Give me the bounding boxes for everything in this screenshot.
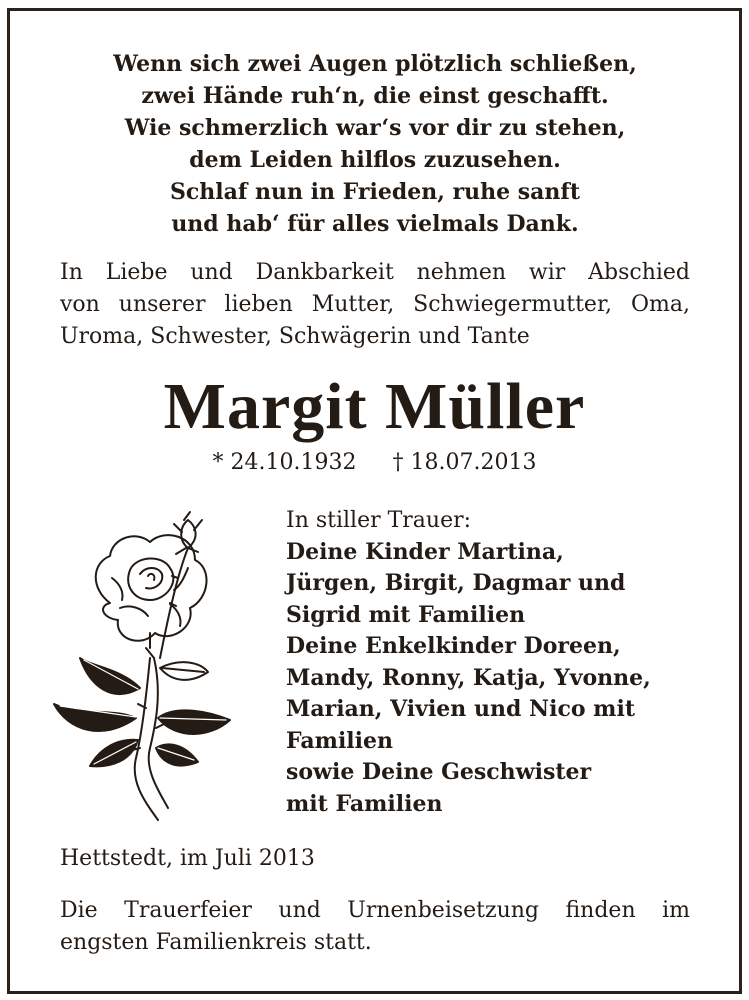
mourner-line: Deine Kinder Martina, (286, 538, 564, 565)
poem-line: zwei Hände ruh‘n, die einst geschafft. (141, 83, 609, 109)
poem-line: und hab‘ für alles vielmals Dank. (171, 211, 579, 237)
poem-line: Wie schmerzlich war‘s vor dir zu stehen, (124, 115, 626, 141)
mourner-line: Deine Enkelkinder Doreen, (286, 633, 621, 659)
poem-line: dem Leiden hilflos zuzusehen. (189, 147, 561, 173)
mourner-line: mit Familien (286, 790, 443, 817)
mourner-line: Marian, Vivien und Nico mit (286, 696, 635, 722)
birth-date: * 24.10.1932 (212, 450, 357, 475)
intro-line: In Liebe und Dankbarkeit nehmen wir Abschied (60, 260, 690, 285)
mourner-line: Mandy, Ronny, Katja, Yvonne, (286, 664, 651, 691)
mourner-line: Sigrid mit Familien (286, 601, 526, 628)
poem (60, 48, 690, 240)
poem-line: Wenn sich zwei Augen plötzlich schließen, (113, 51, 637, 77)
place-date: Hettstedt, im Juli 2013 (60, 846, 315, 871)
note-line: Die Trauerfeier und Urnenbeisetzung finden im (60, 898, 690, 923)
mourners-block (286, 505, 651, 820)
mourner-line: Jürgen, Birgit, Dagmar und (286, 570, 626, 596)
funeral-note (60, 895, 690, 959)
poem-line: Schlaf nun in Frieden, ruhe sanft (169, 179, 581, 205)
mourner-line: sowie Deine Geschwister (286, 759, 592, 785)
deceased-name: Margit Müller (163, 370, 586, 443)
death-date: † 18.07.2013 (392, 450, 537, 475)
intro-line: von unserer lieben Mutter, Schwiegermutter, Oma, (60, 292, 690, 317)
mourner-line: Familien (286, 727, 394, 754)
rose-icon (50, 508, 250, 828)
note-line: engsten Familienkreis statt. (60, 930, 372, 955)
intro-text (60, 257, 690, 353)
mourners-heading: In stiller Trauer: (286, 508, 472, 533)
life-dates (0, 447, 749, 479)
intro-line: Uroma, Schwester, Schwägerin und Tante (60, 324, 530, 349)
